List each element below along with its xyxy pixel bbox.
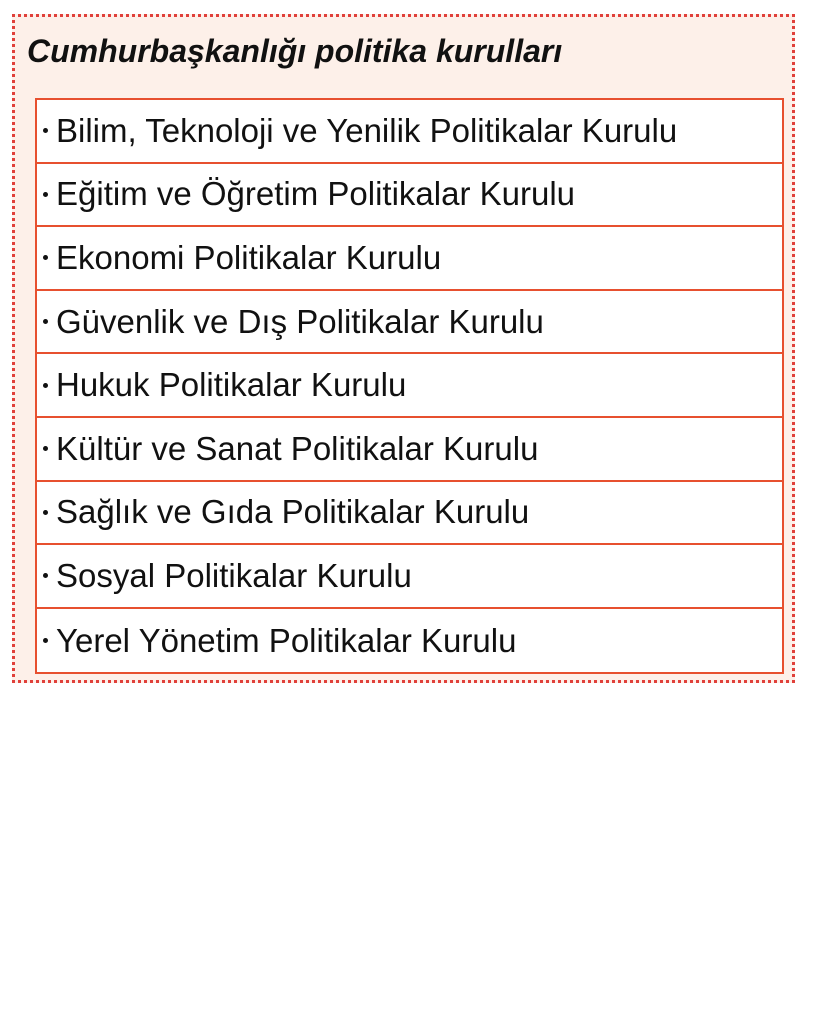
council-name: Güvenlik ve Dış Politikalar Kurulu (56, 302, 544, 340)
council-name: Bilim, Teknoloji ve Yenilik Politikalar Kurulu (56, 111, 678, 149)
bullet-icon (43, 319, 48, 324)
list-item (37, 545, 782, 609)
list-item (37, 100, 782, 164)
list-item (37, 482, 782, 546)
bullet-icon (43, 255, 48, 260)
list-item (37, 227, 782, 291)
council-name: Sağlık ve Gıda Politikalar Kurulu (56, 493, 530, 531)
list-item (37, 609, 782, 673)
list-item (37, 418, 782, 482)
policy-councils-panel (12, 14, 795, 683)
council-list (35, 98, 784, 674)
bullet-icon (43, 573, 48, 578)
council-name: Ekonomi Politikalar Kurulu (56, 238, 442, 276)
panel-title: Cumhurbaşkanlığı politika kurulları (27, 33, 563, 69)
bullet-icon (43, 383, 48, 388)
bullet-icon (43, 446, 48, 451)
bullet-icon (43, 192, 48, 197)
council-name: Eğitim ve Öğretim Politikalar Kurulu (56, 175, 576, 213)
bullet-icon (43, 510, 48, 515)
council-name: Kültür ve Sanat Politikalar Kurulu (56, 429, 539, 467)
list-item (37, 291, 782, 355)
council-name: Hukuk Politikalar Kurulu (56, 366, 407, 404)
bullet-icon (43, 638, 48, 643)
bullet-icon (43, 128, 48, 133)
council-name: Sosyal Politikalar Kurulu (56, 556, 412, 594)
council-name: Yerel Yönetim Politikalar Kurulu (56, 621, 517, 659)
list-item (37, 354, 782, 418)
list-item (37, 164, 782, 228)
